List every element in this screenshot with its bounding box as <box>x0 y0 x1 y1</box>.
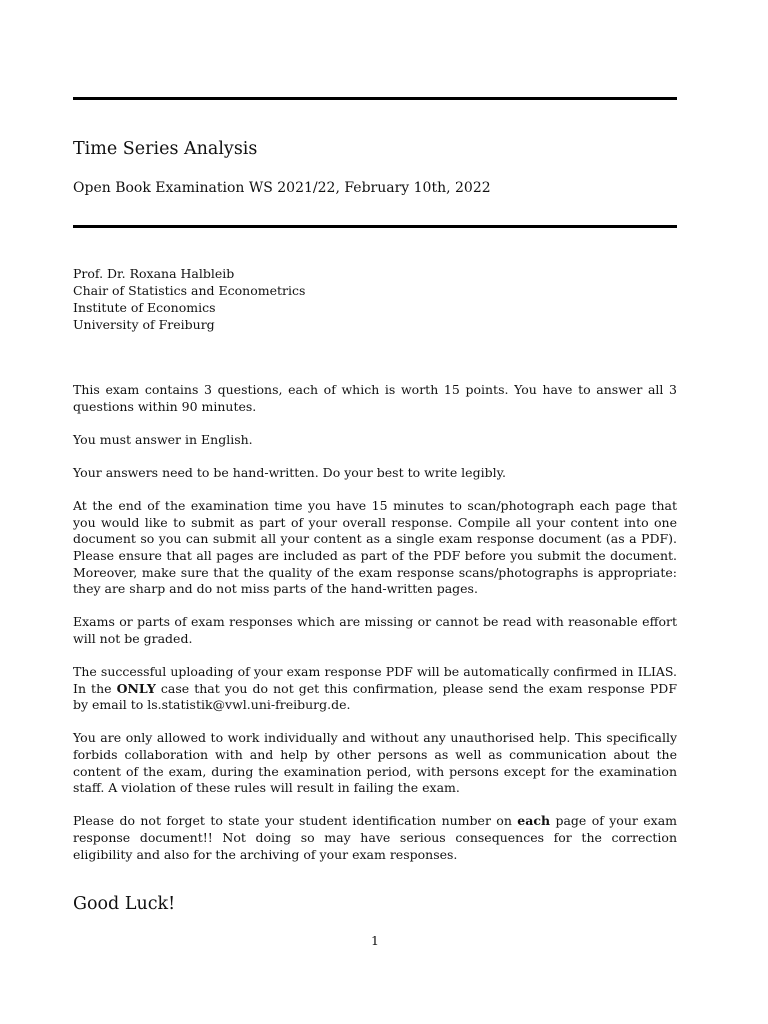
instruction-paragraph-integrity: You are only allowed to work individually and without any unauthorised help. This specifically forbids collaboration with and help by other persons as well as communication about the content of the exam, during the examination period, with persons except for the examination staff. A violation of these rules will result in failing the exam. <box>73 730 677 796</box>
instruction-paragraph-questions: This exam contains 3 questions, each of which is worth 15 points. You have to answer all 3 questions within 90 minutes. <box>73 382 677 414</box>
university-name: University of Freiburg <box>73 317 215 332</box>
professor-name: Prof. Dr. Roxana Halbleib <box>73 266 235 281</box>
student-id-text-start: Please do not forget to state your student identification number on <box>73 813 518 829</box>
instruction-paragraph-grading: Exams or parts of exam responses which are missing or cannot be read with reasonable effort will not be graded. <box>73 614 677 646</box>
institute-name: Institute of Economics <box>73 300 216 315</box>
instruction-paragraph-upload <box>73 664 677 714</box>
instruction-paragraph-student-id <box>73 813 677 863</box>
document-title: Time Series Analysis <box>73 139 258 159</box>
affiliation-block <box>73 265 305 333</box>
closing-message: Good Luck! <box>73 894 176 914</box>
chair-name: Chair of Statistics and Econometrics <box>73 283 306 298</box>
student-id-emphasis: each <box>517 813 551 829</box>
upload-emphasis: ONLY <box>116 680 156 696</box>
instruction-paragraph-handwritten: Your answers need to be hand-written. Do your best to write legibly. <box>73 464 506 480</box>
page-number: 1 <box>371 933 379 948</box>
upload-text-start: The successful uploading of your exam response PDF will be automatically confirmed in ILIAS. In the <box>73 664 677 696</box>
instruction-paragraph-submission: At the end of the examination time you have 15 minutes to scan/photograph each page that you would like to submit as part of your overall response. Compile all your content into one document so you can submit all your content as a single exam response document (as a PDF). Please ensure that all pages are included as part of the PDF before you submit the document. Moreover, make sure that the quality of the exam response scans/photographs is appropriate: they are sharp and do not miss parts of the hand-written pages. <box>73 498 677 597</box>
upload-text-end: case that you do not get this confirmation, please send the exam response PDF by email to ls.statistik@vwl.uni-freiburg.de. <box>73 680 678 713</box>
top-rule <box>73 97 677 100</box>
document-subtitle: Open Book Examination WS 2021/22, February 10th, 2022 <box>73 180 491 196</box>
student-id-text-end: page of your exam response document!! Not doing so may have serious consequences for the correction eligibility and also for the archiving of your exam responses. <box>73 813 677 862</box>
header-bottom-rule <box>73 225 677 228</box>
instruction-paragraph-language: You must answer in English. <box>73 431 253 447</box>
instructions-body <box>73 382 677 880</box>
